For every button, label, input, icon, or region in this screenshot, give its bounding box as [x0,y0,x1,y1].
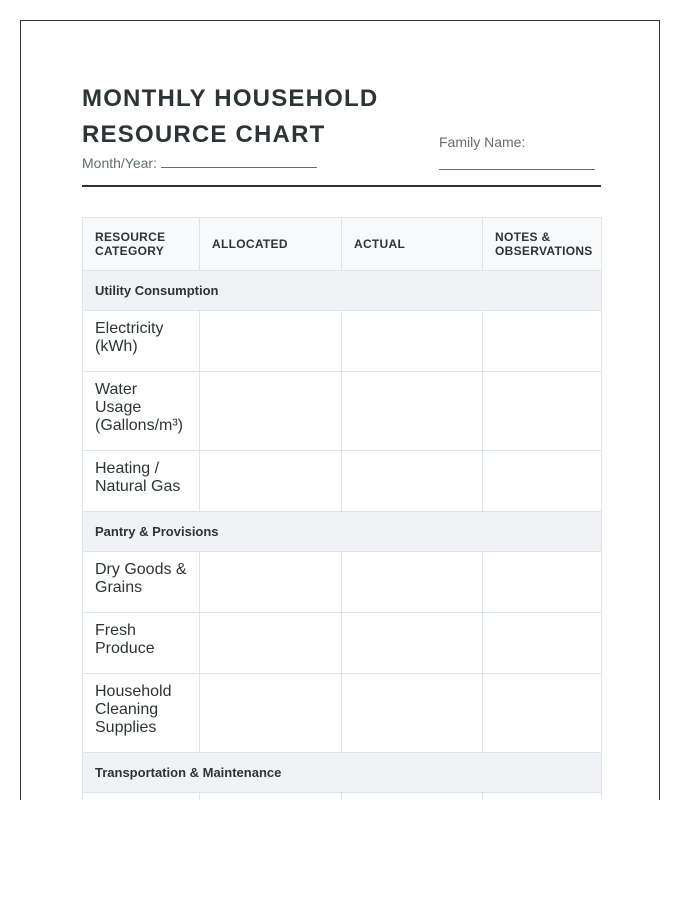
allocated-cell[interactable] [200,451,342,512]
section-row-pantry [83,512,602,552]
month-year-label: Month/Year: [82,155,157,171]
allocated-cell[interactable] [200,674,342,753]
column-header-allocated: ALLOCATED [200,218,342,271]
notes-cell[interactable] [483,613,602,674]
section-title: Utility Consumption [83,271,602,311]
notes-cell[interactable] [483,451,602,512]
allocated-cell[interactable] [200,372,342,451]
month-year-blank[interactable] [161,155,317,168]
family-name-blank[interactable] [439,153,595,170]
page-bottom-whitespace [0,800,700,900]
actual-cell[interactable] [342,613,483,674]
title-line-2: RESOURCE CHART [82,121,326,148]
title-line-1: MONTHLY HOUSEHOLD [82,85,379,112]
column-header-resource-category: RESOURCE CATEGORY [83,218,200,271]
section-row-utility [83,271,602,311]
table-row [83,451,602,512]
column-header-notes: NOTES & OBSERVATIONS [483,218,602,271]
notes-cell[interactable] [483,674,602,753]
category-cell: Electricity (kWh) [83,311,200,372]
notes-cell[interactable] [483,552,602,613]
document-page [20,20,660,820]
document-header [82,81,601,171]
table-row [83,311,602,372]
header-divider [82,185,601,187]
category-cell: Household Cleaning Supplies [83,674,200,753]
month-year-field [82,155,317,171]
category-cell: Water Usage (Gallons/m³) [83,372,200,451]
notes-cell[interactable] [483,372,602,451]
category-cell: Fresh Produce [83,613,200,674]
table-header-row [83,218,602,271]
category-cell: Dry Goods & Grains [83,552,200,613]
allocated-cell[interactable] [200,613,342,674]
table-row [83,552,602,613]
notes-cell[interactable] [483,311,602,372]
actual-cell[interactable] [342,372,483,451]
family-name-label: Family Name: [439,134,526,150]
table-row [83,372,602,451]
actual-cell[interactable] [342,552,483,613]
actual-cell[interactable] [342,451,483,512]
column-header-actual: ACTUAL [342,218,483,271]
table-row [83,613,602,674]
allocated-cell[interactable] [200,311,342,372]
family-name-field [439,134,595,170]
actual-cell[interactable] [342,311,483,372]
actual-cell[interactable] [342,674,483,753]
resource-table [82,217,602,820]
table-row [83,674,602,753]
category-cell: Heating / Natural Gas [83,451,200,512]
section-row-transportation [83,753,602,793]
section-title: Pantry & Provisions [83,512,602,552]
allocated-cell[interactable] [200,552,342,613]
section-title: Transportation & Maintenance [83,753,602,793]
